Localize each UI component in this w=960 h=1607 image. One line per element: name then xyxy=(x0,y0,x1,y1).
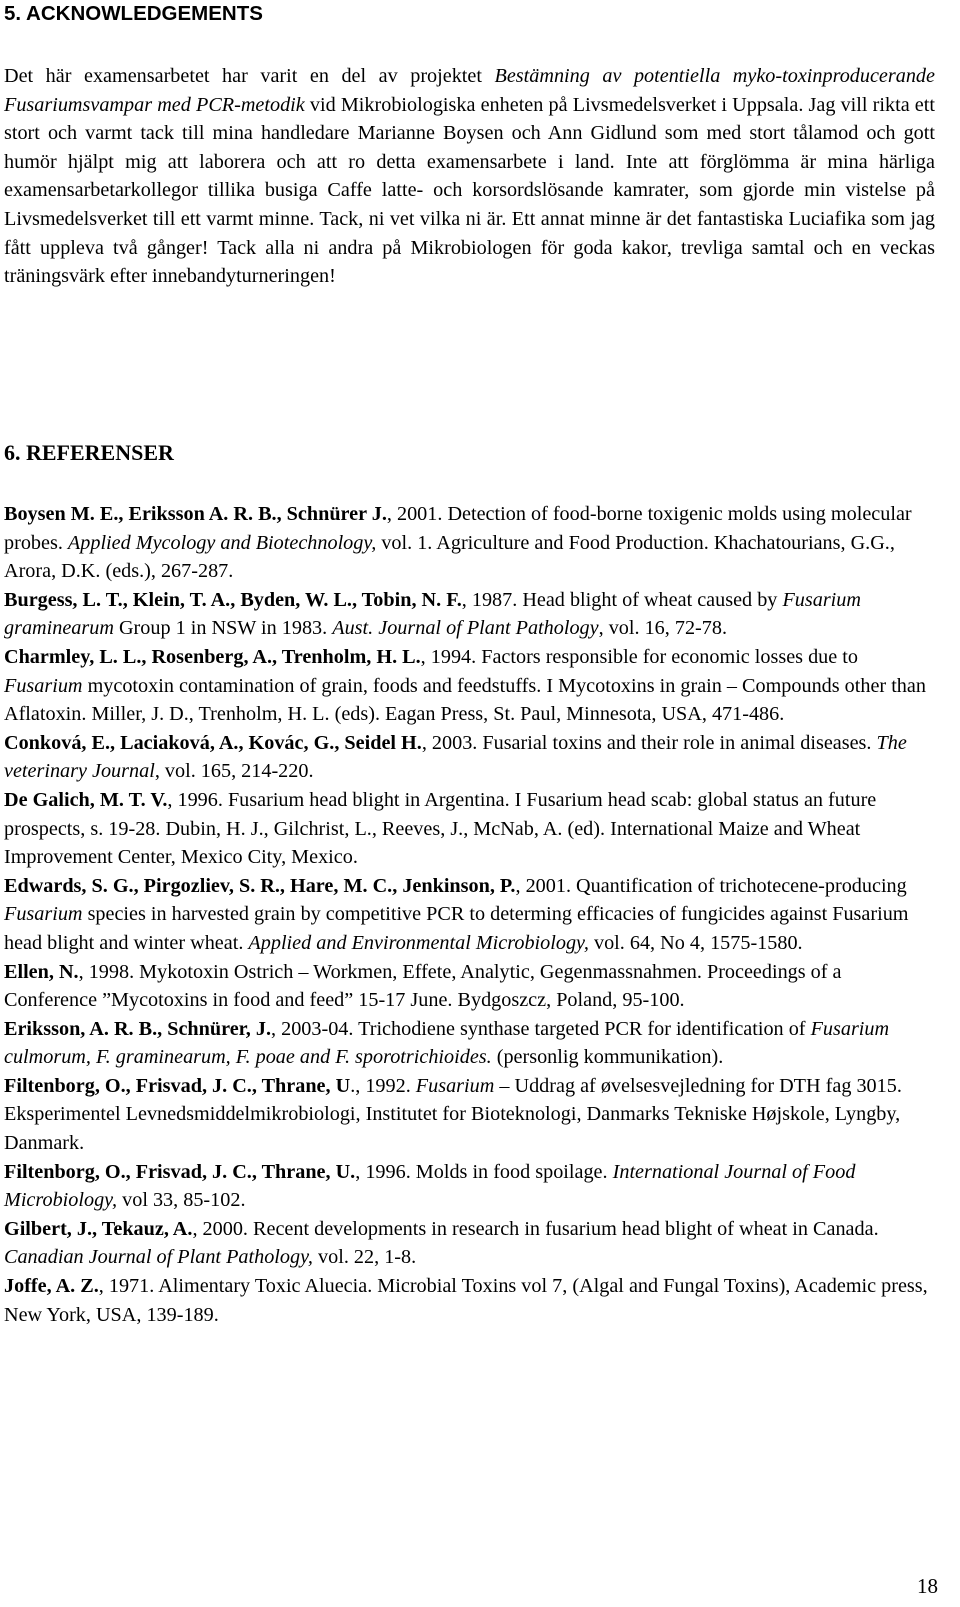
reference-text: , 1987. Head blight of wheat caused by xyxy=(461,588,783,611)
section-heading-acknowledgements: 5. ACKNOWLEDGEMENTS xyxy=(4,2,263,25)
reference-italic: The veterinary Journal xyxy=(4,731,907,783)
reference-italic: International Journal of Food Microbiology, xyxy=(4,1160,856,1212)
reference-text: vol. 1. Agriculture and Food Production. Khachatourians, G.G., Arora, D.K. (eds.), 267-287. xyxy=(4,531,895,583)
reference-authors: De Galich, M. T. V. xyxy=(4,788,168,811)
reference-italic: Fusarium graminearum xyxy=(4,588,861,640)
reference-italic: Fusarium culmorum, F. graminearum, F. poae and F. sporotrichioides. xyxy=(4,1017,890,1069)
reference-entry xyxy=(4,1015,935,1072)
reference-authors: Ellen, N. xyxy=(4,960,79,983)
reference-entry xyxy=(4,1272,935,1329)
ack-text-1: Det här examensarbetet har varit en del av projektet xyxy=(4,65,495,87)
reference-authors: Filtenborg, O., Frisvad, J. C., Thrane, U. xyxy=(4,1160,356,1183)
reference-text: , 1971. Alimentary Toxic Aluecia. Microbial Toxins vol 7, (Algal and Fungal Toxins), Academic press, New York, USA, 139-189. xyxy=(4,1275,928,1326)
reference-authors: Charmley, L. L., Rosenberg, A., Trenholm, H. L. xyxy=(4,645,421,668)
reference-entry xyxy=(4,729,935,786)
reference-text: , 2001. Quantification of trichotecene-producing xyxy=(515,874,907,897)
reference-text: vol 33, 85-102. xyxy=(117,1189,246,1212)
reference-text: , 2000. Recent developments in research in fusarium head blight of wheat in Canada. xyxy=(192,1217,879,1240)
reference-italic: Canadian Journal of Plant Pathology, xyxy=(4,1246,313,1269)
reference-text: , 1996. Fusarium head blight in Argentina. I Fusarium head scab: global status an future prospects, s. 19-28. Dubin, H. J., Gilchrist, L., Reeves, J., McNab, A. (ed). International Maize and Wheat Improvement Center, Mexico City, Mexico. xyxy=(4,788,877,869)
reference-text: , vol. 16, 72-78. xyxy=(598,617,728,640)
reference-text: species in harvested grain by competitive PCR to determing efficacies of fungicides against Fusarium head blight and winter wheat. xyxy=(4,903,909,954)
reference-authors: Filtenborg, O., Frisvad, J. C., Thrane, U xyxy=(4,1074,351,1097)
reference-italic: Applied and Environmental Microbiology, xyxy=(248,931,589,954)
reference-entry xyxy=(4,1158,935,1215)
reference-text: , vol. 165, 214-220. xyxy=(154,760,314,783)
reference-authors: Eriksson, A. R. B., Schnürer, J. xyxy=(4,1017,271,1040)
reference-entry xyxy=(4,500,935,586)
reference-text: , 2001. Detection of food-borne toxigenic molds using molecular probes. xyxy=(4,503,912,554)
reference-text: (personlig kommunikation). xyxy=(491,1046,724,1069)
reference-text: , 1996. Molds in food spoilage. xyxy=(355,1160,613,1183)
reference-entry xyxy=(4,872,935,958)
reference-authors: Conková, E., Laciaková, A., Kovác, G., Seidel H. xyxy=(4,731,422,754)
reference-text: Group 1 in NSW in 1983. xyxy=(113,617,333,640)
reference-text: , 2003-04. Trichodiene synthase targeted PCR for identification of xyxy=(271,1017,811,1040)
reference-list xyxy=(4,500,935,1329)
reference-italic: Fusarium xyxy=(4,903,83,926)
reference-entry xyxy=(4,786,935,872)
reference-text: ., 1992. xyxy=(350,1074,416,1097)
reference-italic: Fusarium xyxy=(4,674,83,697)
ack-text-2: vid Mikrobiologiska enheten på Livsmedelsverket i Uppsala. Jag vill rikta ett stort och varmt tack till mina handledare Marianne Boysen och Ann Gidlund som med stort tålamod och gott humör hjälpt mig att laborera och att ro detta examensarbete i land. Inte att förglömma är mina härliga examensarbetarkollegor tillika busiga Caffe latte- och korsordslösande kamrater, som gjorde min vistelse på Livsmedelsverket till ett varmt minne. Tack, ni vet vilka ni är. Ett annat minne är det fantastiska Luciafika som jag fått uppleva två gånger! Tack alla ni andra på Mikrobiologen för goda kakor, trevliga samtal och en veckas träningsvärk efter innebandyturneringen! xyxy=(4,93,935,288)
reference-entry xyxy=(4,1215,935,1272)
reference-authors: Boysen M. E., Eriksson A. R. B., Schnürer J. xyxy=(4,503,387,525)
reference-authors: Gilbert, J., Tekauz, A. xyxy=(4,1217,193,1240)
reference-entry xyxy=(4,1072,935,1158)
section-heading-references: 6. REFERENSER xyxy=(4,440,174,465)
ack-project-title: Bestämning av potentiella myko-toxinproducerande Fusariumsvampar med PCR-metodik xyxy=(4,65,935,116)
reference-text: , 1994. Factors responsible for economic losses due to xyxy=(420,645,858,668)
reference-authors: Edwards, S. G., Pirgozliev, S. R., Hare, M. C., Jenkinson, P. xyxy=(4,874,516,897)
reference-text: vol. 22, 1-8. xyxy=(312,1246,417,1269)
reference-authors: Burgess, L. T., Klein, T. A., Byden, W. L., Tobin, N. F. xyxy=(4,588,462,611)
reference-text: – Uddrag af øvelsesvejledning for DTH fag 3015. Eksperimentel Levnedsmiddelmikrobiologi, Institutet for Bioteknologi, Danmarks Tekniske Højskole, Lyngby, Danmark. xyxy=(4,1074,902,1155)
reference-text: , 1998. Mykotoxin Ostrich – Workmen, Effete, Analytic, Gegenmassnahmen. Proceedings of a Conference ”Mycotoxins in food and feed” 15-17 June. Bydgoszcz, Poland, 95-100. xyxy=(4,960,842,1012)
reference-text: vol. 64, No 4, 1575-1580. xyxy=(588,931,803,954)
reference-text: mycotoxin contamination of grain, foods and feedstuffs. I Mycotoxins in grain – Compounds other than Aflatoxin. Miller, J. D., Trenholm, H. L. (eds). Eagan Press, St. Paul, Minnesota, USA, 471-486. xyxy=(4,674,926,726)
reference-entry xyxy=(4,586,935,643)
reference-authors: Joffe, A. Z. xyxy=(4,1275,99,1298)
reference-entry xyxy=(4,643,935,729)
page-number: 18 xyxy=(917,1574,938,1598)
reference-entry xyxy=(4,958,935,1015)
reference-italic: Applied Mycology and Biotechnology, xyxy=(67,531,377,554)
reference-italic: Fusarium xyxy=(415,1074,495,1097)
reference-italic: Aust. Journal of Plant Pathology xyxy=(332,617,599,640)
reference-text: , 2003. Fusarial toxins and their role in animal diseases. xyxy=(421,731,877,754)
acknowledgements-paragraph xyxy=(4,62,935,291)
